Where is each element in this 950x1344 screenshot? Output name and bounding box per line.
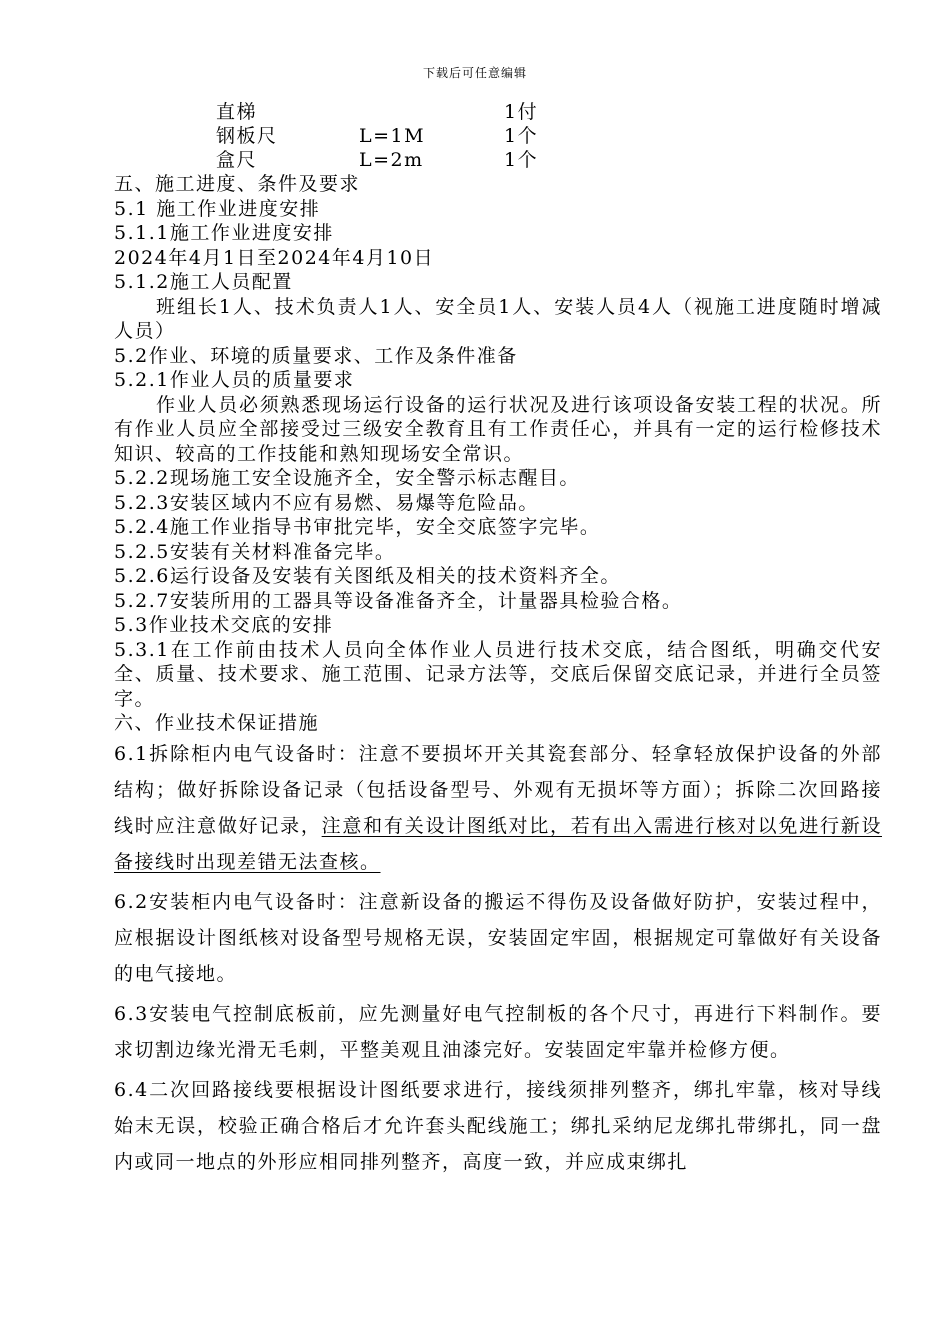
- tool-row: [114, 124, 882, 148]
- tool-quantity: 1个: [504, 149, 539, 171]
- tool-row: [114, 100, 882, 124]
- item-5-2-6: 5.2.6运行设备及安装有关图纸及相关的技术资料齐全。: [114, 565, 621, 587]
- heading-5-3: 5.3作业技术交底的安排: [114, 614, 334, 636]
- page-header: 下载后可任意编辑: [422, 66, 527, 80]
- item-5-2-2: 5.2.2现场施工安全设施齐全，安全警示标志醒目。: [114, 467, 580, 489]
- item-5-2-3: 5.2.3安装区域内不应有易燃、易爆等危险品。: [114, 491, 539, 514]
- section-6-heading: 六、作业技术保证措施: [114, 712, 320, 734]
- heading-5-1: 5.1 施工作业进度安排: [114, 197, 321, 220]
- tool-spec: L=1M: [359, 125, 426, 147]
- heading-5-2: 5.2作业、环境的质量要求、工作及条件准备: [114, 344, 518, 367]
- item-5-2-5: 5.2.5安装有关材料准备完毕。: [114, 540, 396, 563]
- item-5-2-4: 5.2.4施工作业指导书审批完毕，安全交底签字完毕。: [114, 516, 601, 538]
- heading-5-1-1: 5.1.1施工作业进度安排: [114, 222, 334, 244]
- tool-name: 直梯: [216, 101, 258, 123]
- item-6-1-underlined-text: 注意和有关设计图纸对比，若有出入需进行核对以免进行新设备接线时出现差错无法查核。: [114, 814, 882, 873]
- item-5-2-7: 5.2.7安装所用的工器具等设备准备齐全，计量器具检验合格。: [114, 589, 683, 612]
- item-6-1-text: 6.1拆除柜内电气设备时：注意不要损坏开关其瓷套部分、轻拿轻放保护设备的外部结构；做好拆除设备记录（包括设备型号、外观有无损坏等方面）；拆除二次回路接线时应注意做好记录，: [114, 742, 882, 837]
- tool-quantity: 1付: [504, 101, 539, 123]
- heading-5-1-2: 5.1.2施工人员配置: [114, 271, 293, 293]
- staffing-paragraph: 班组长1人、技术负责人1人、安全员1人、安装人员4人（视施工进度随时增减人员）: [114, 295, 882, 342]
- schedule-dates: 2024年4月1日至2024年4月10日: [114, 246, 435, 269]
- tool-row: [114, 148, 882, 172]
- personnel-requirements-paragraph: 作业人员必须熟悉现场运行设备的运行状况及进行该项设备安装工程的状况。所有作业人员应全部接受过三级安全教育且有工作责任心，并具有一定的运行检修技术知识、较高的工作技能和熟知现场安全常识。: [114, 393, 882, 465]
- item-5-3-1: 5.3.1在工作前由技术人员向全体作业人员进行技术交底，结合图纸，明确交代安全、质量、技术要求、施工范围、记录方法等，交底后保留交底记录，并进行全员签字。: [114, 638, 882, 710]
- tool-quantity: 1个: [504, 125, 539, 147]
- document-body: [114, 100, 882, 1180]
- tool-name: 钢板尺: [216, 125, 278, 147]
- tool-spec: L=2m: [359, 149, 424, 171]
- section-5-heading: 五、施工进度、条件及要求: [114, 173, 361, 195]
- item-6-3: 6.3安装电气控制底板前，应先测量好电气控制板的各个尺寸，再进行下料制作。要求切割边缘光滑无毛刺，平整美观且油漆完好。安装固定牢靠并检修方便。: [114, 1002, 882, 1061]
- item-6-2: 6.2安装柜内电气设备时：注意新设备的搬运不得伤及设备做好防护，安装过程中，应根据设计图纸核对设备型号规格无误，安装固定牢固，根据规定可靠做好有关设备的电气接地。: [114, 890, 882, 985]
- item-6-1: [114, 736, 882, 880]
- heading-5-2-1: 5.2.1作业人员的质量要求: [114, 369, 355, 391]
- tool-name: 盒尺: [216, 149, 258, 171]
- item-6-4: 6.4二次回路接线要根据设计图纸要求进行，接线须排列整齐，绑扎牢靠，核对导线始末无误，校验正确合格后才允许套头配线施工；绑扎采纳尼龙绑扎带绑扎，同一盘内或同一地点的外形应相同排列整齐，高度一致，并应成束绑扎: [114, 1078, 882, 1173]
